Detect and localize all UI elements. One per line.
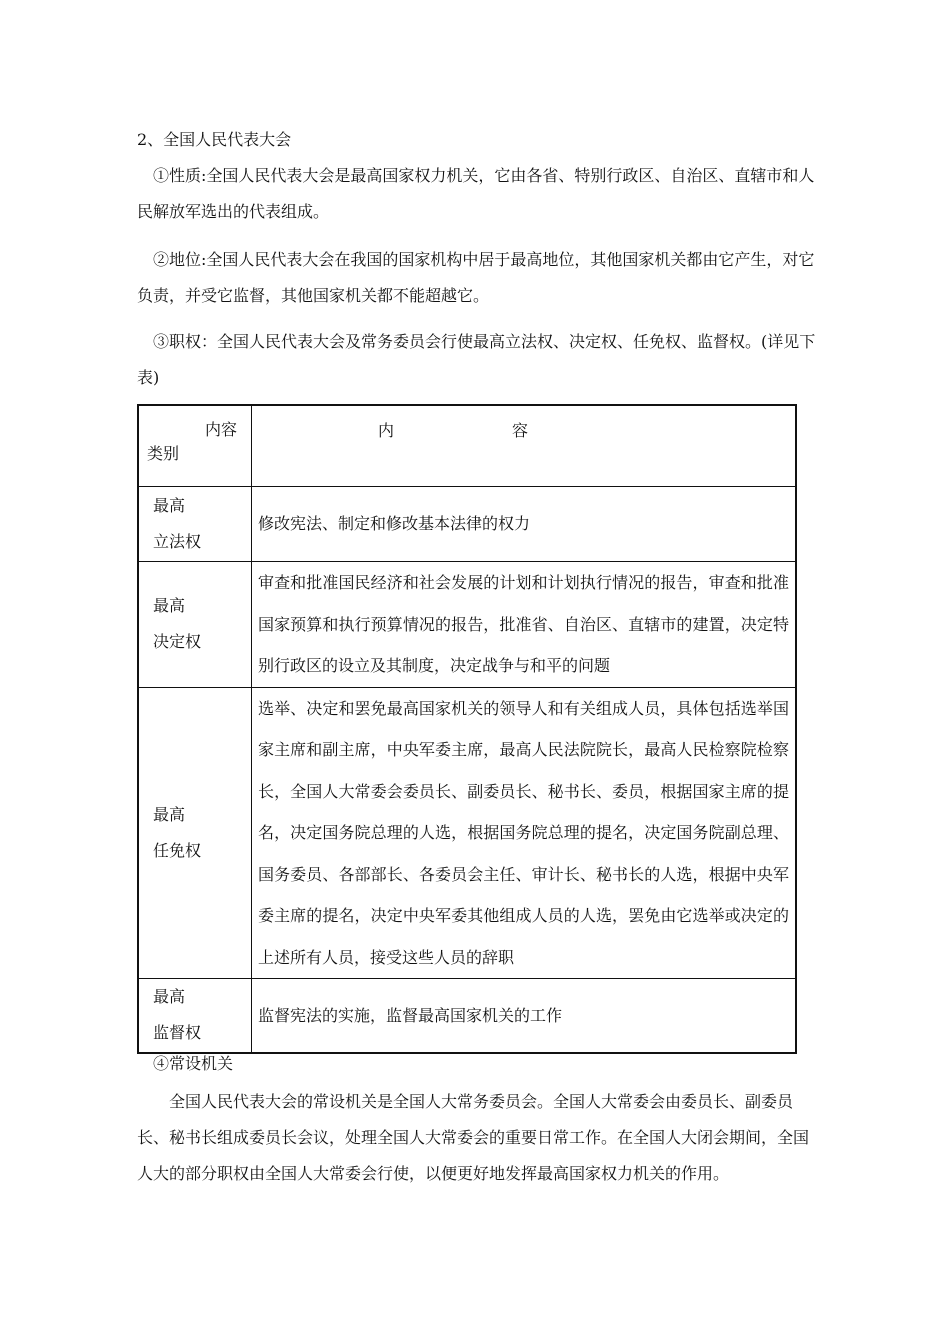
powers-table [137,404,797,1054]
category-line2: 决定权 [153,632,202,652]
table-corner-cell [138,405,252,487]
category-cell [138,979,252,1053]
category-cell [138,687,252,979]
paragraph-nature: ①性质:全国人民代表大会是最高国家权力机关，它由各省、特别行政区、自治区、直辖市和人民解放军选出的代表组成。 [137,166,815,221]
section-title: 2、全国人民代表大会 [137,130,292,149]
content-cell: 审查和批准国民经济和社会发展的计划和计划执行情况的报告，审查和批准国家预算和执行预算情况的报告，批准省、自治区、直辖市的建置，决定特别行政区的设立及其制度，决定战争与和平的问题 [252,562,797,688]
content-cell: 监督宪法的实施，监督最高国家机关的工作 [252,979,797,1053]
table-row [138,562,796,688]
category-cell [138,487,252,562]
standing-body: 全国人民代表大会的常设机关是全国人大常务委员会。全国人大常委会由委员长、副委员长、秘书长组成委员长会议，处理全国人大常委会的重要日常工作。在全国人大闭会期间，全国人大的部分职权由全国人大常委会行使，以便更好地发挥最高国家权力机关的作用。 [137,1092,810,1183]
category-cell [138,562,252,688]
content-cell: 修改宪法、制定和修改基本法律的权力 [252,487,797,562]
category-line1: 最高 [153,496,186,515]
standing-heading: ④常设机关 [153,1054,234,1073]
category-line2: 监督权 [153,1023,202,1043]
table-header-content-cell [252,405,797,487]
category-line1: 最高 [153,987,186,1007]
content-cell: 选举、决定和罢免最高国家机关的领导人和有关组成人员，具体包括选举国家主席和副主席，中央军委主席，最高人民法院院长，最高人民检察院检察长，全国人大常委会委员长、副委员长、秘书长、委员，根据国家主席的提名，决定国务院总理的人选，根据国务院总理的提名，决定国务院副总理、国务委员、各部部长、各委员会主任、审计长、秘书长的人选，根据中央军委主席的提名，决定中央军委其他组成人员的人选，罢免由它选举或决定的上述所有人员，接受这些人员的辞职 [252,687,797,979]
category-line2: 任免权 [153,840,202,860]
corner-bottom-label: 类别 [147,444,180,463]
category-line1: 最高 [153,804,186,824]
table-row [138,979,796,1053]
category-line1: 最高 [153,596,186,616]
header-content-left: 内 [378,421,395,440]
header-content-right: 容 [512,421,529,440]
paragraph-powers: ③职权：全国人民代表大会及常务委员会行使最高立法权、决定权、任免权、监督权。(详见下表) [137,332,816,387]
paragraph-status: ②地位:全国人民代表大会在我国的国家机构中居于最高地位，其他国家机关都由它产生，对它负责，并受它监督，其他国家机关都不能超越它。 [137,250,815,305]
table-row [138,687,796,979]
corner-top-label: 内容 [204,420,237,439]
category-line2: 立法权 [153,532,202,551]
table-header-row [138,405,796,487]
table-row [138,487,796,562]
